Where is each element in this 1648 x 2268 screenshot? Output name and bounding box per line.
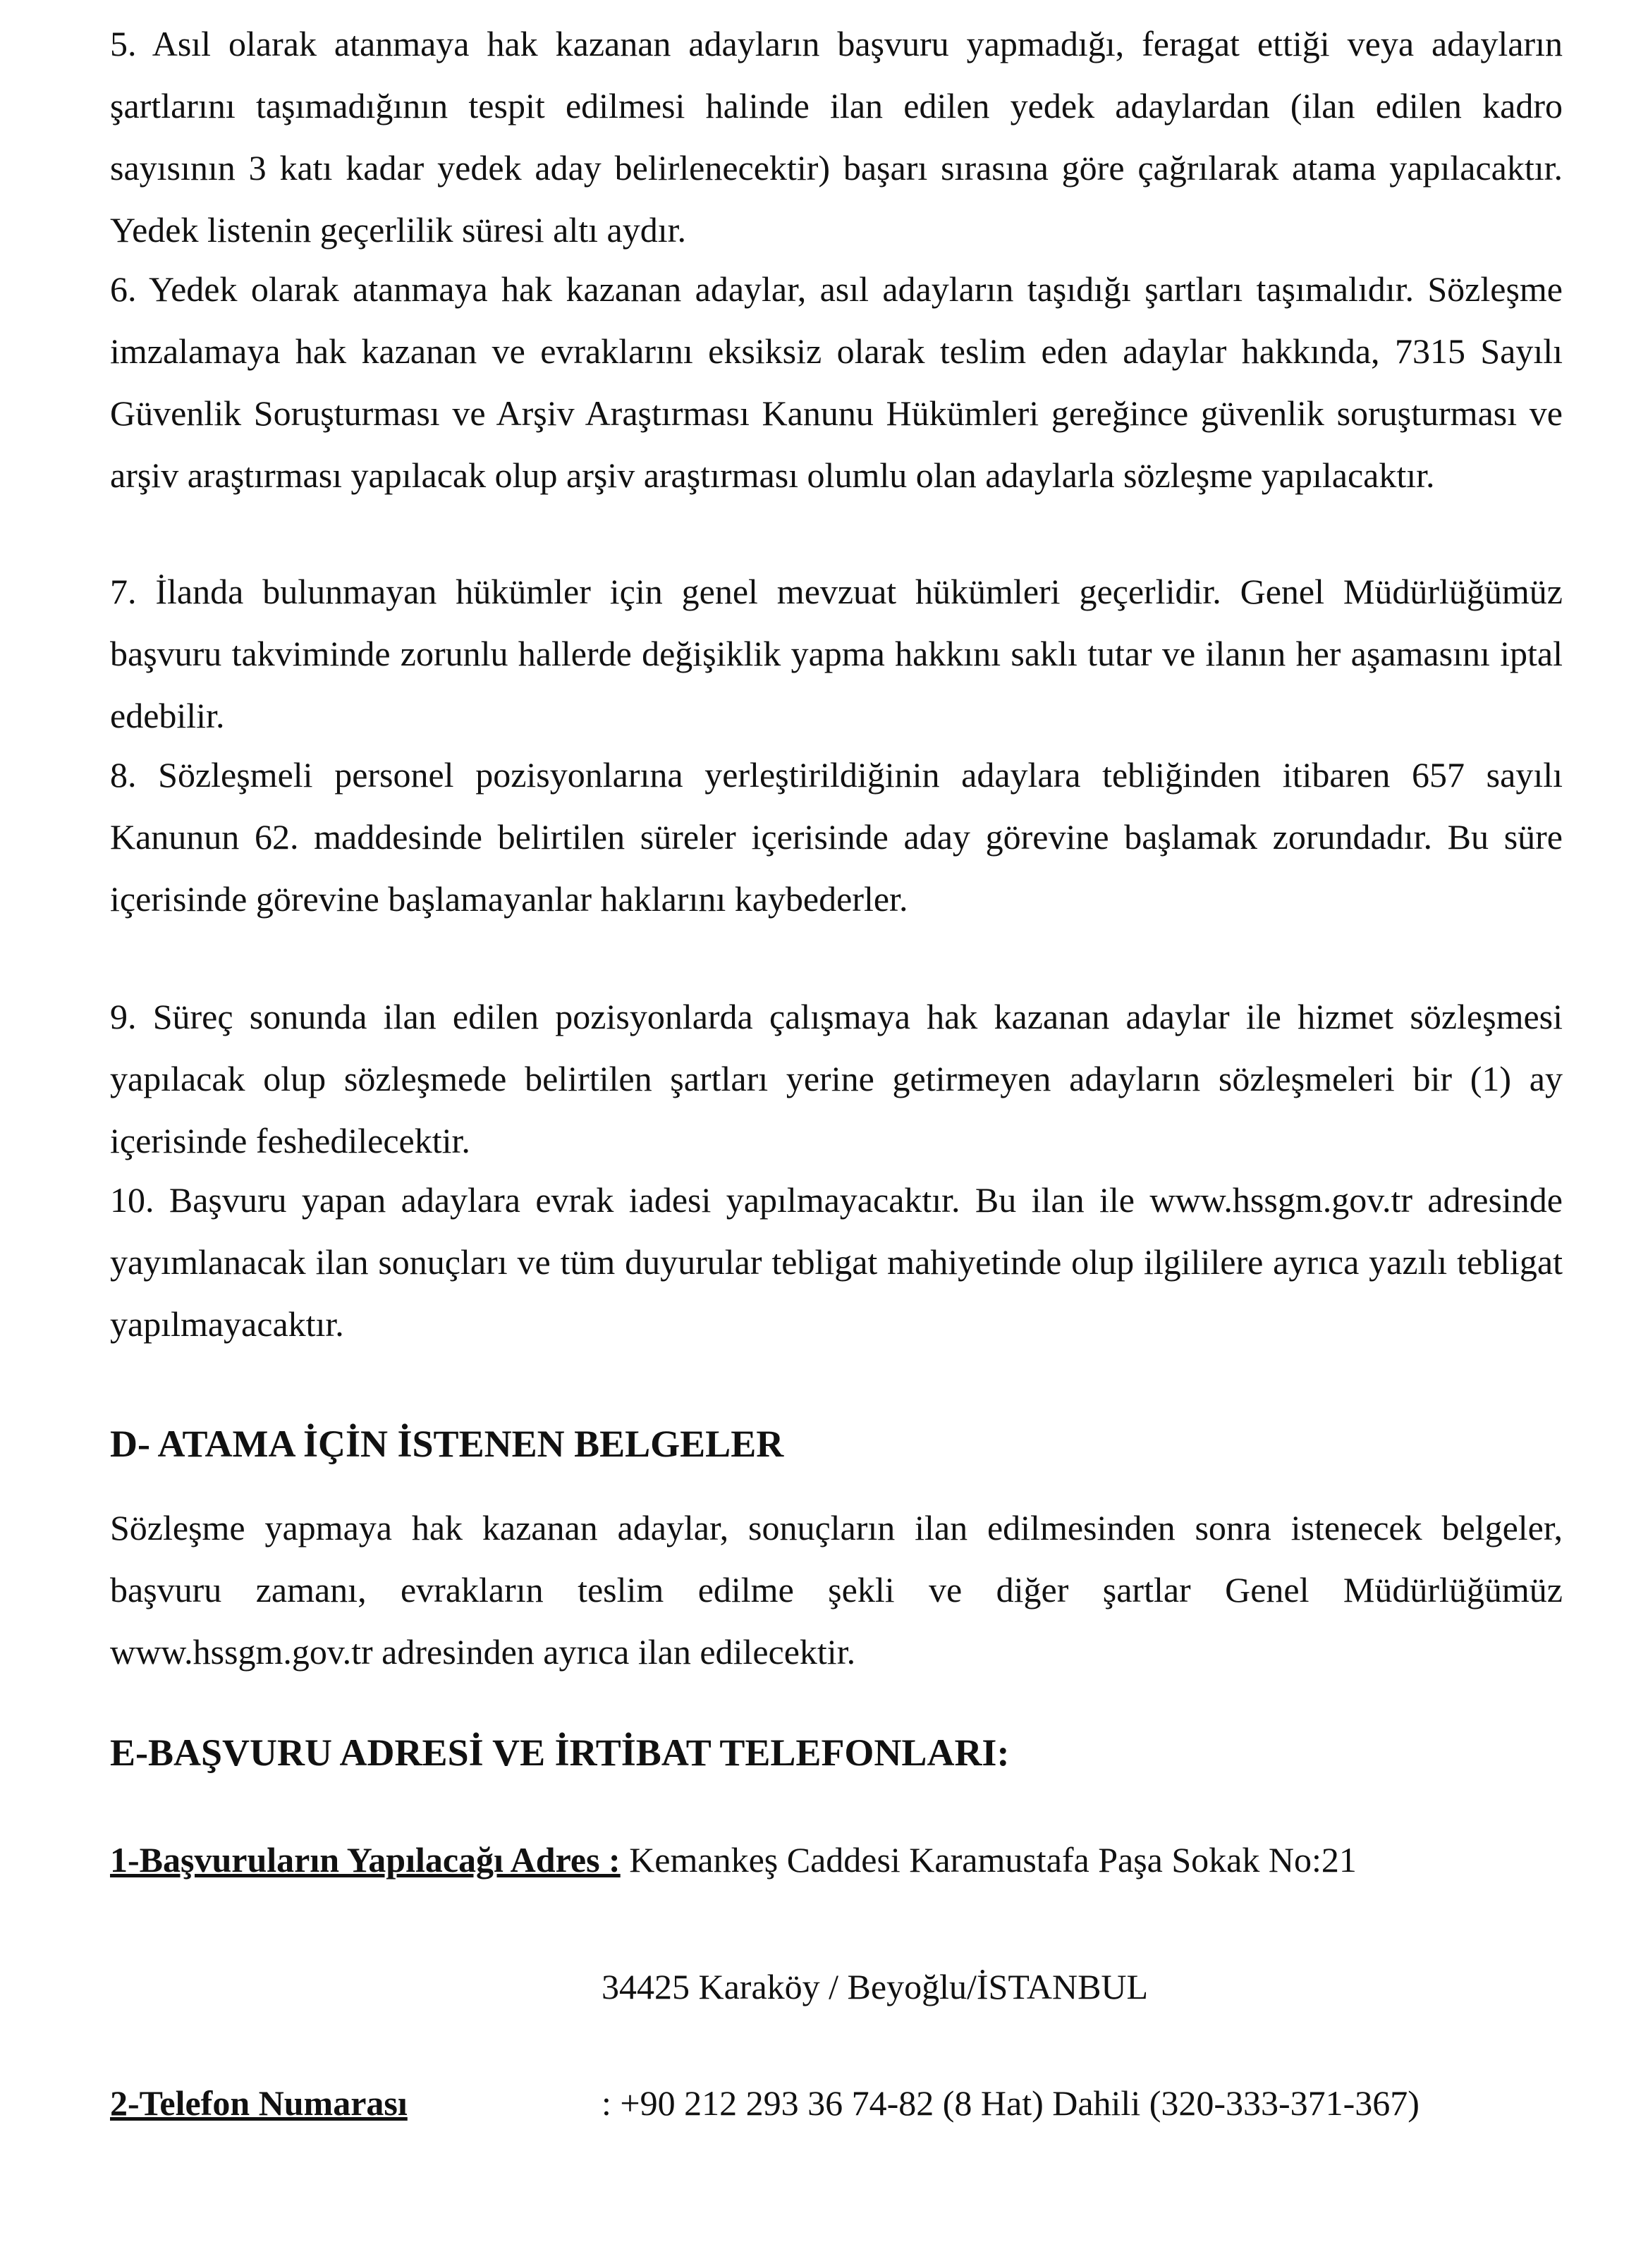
section-d-heading: D- ATAMA İÇİN İSTENEN BELGELER [110,1423,784,1465]
phone-value: : +90 212 293 36 74-82 (8 Hat) Dahili (320-333-371-367) [602,2083,1420,2123]
address-line-1: Kemankeş Caddesi Karamustafa Paşa Sokak No:21 [629,1840,1357,1880]
paragraph-6: 6. Yedek olarak atanmaya hak kazanan adaylar, asıl adayların taşıdığı şartları taşımalıdır. Sözleşme imzalamaya hak kazanan ve evraklarını eksiksiz olarak teslim eden adaylar hakkında, 7315 Sayılı Güvenlik Soruşturması ve Arşiv Araştırması Kanunu Hükümleri gereğince güvenlik soruşturması ve arşiv araştırması yapılacak olup arşiv araştırması olumlu olan adaylarla sözleşme yapılacaktır. [110,269,1563,495]
paragraph-10: 10. Başvuru yapan adaylara evrak iadesi yapılmayacaktır. Bu ilan ile www.hssgm.gov.tr adresinde yayımlanacak ilan sonuçları ve tüm duyurular tebligat mahiyetinde olup ilgililere ayrıca yazılı tebligat yapılmayacaktır. [110,1180,1563,1344]
section-e-heading: E-BAŞVURU ADRESİ VE İRTİBAT TELEFONLARI: [110,1731,1010,1774]
address-line-2: 34425 Karaköy / Beyoğlu/İSTANBUL [602,1967,1149,2006]
paragraph-5: 5. Asıl olarak atanmaya hak kazanan adayların başvuru yapmadığı, feragat ettiği veya adayların şartlarını taşımadığının tespit edilmesi halinde ilan edilen yedek adaylardan (ilan edilen kadro sayısının 3 katı kadar yedek aday belirlenecektir) başarı sırasına göre çağrılarak atama yapılacaktır. Yedek listenin geçerlilik süresi altı aydır. [110,24,1563,250]
address-row [110,1832,1357,1888]
section-d-text: Sözleşme yapmaya hak kazanan adaylar, sonuçların ilan edilmesinden sonra istenecek belgeler, başvuru zamanı, evrakların teslim edilme şekli ve diğer şartlar Genel Müdürlüğümüz www.hssgm.gov.tr adresinden ayrıca ilan edilecektir. [110,1508,1563,1672]
address-label: 1-Başvuruların Yapılacağı Adres : [110,1840,621,1880]
paragraph-8: 8. Sözleşmeli personel pozisyonlarına yerleştirildiğinin adaylara tebliğinden itibaren 657 sayılı Kanunun 62. maddesinde belirtilen süreler içerisinde aday görevine başlamak zorundadır. Bu süre içerisinde görevine başlamayanlar haklarını kaybederler. [110,755,1563,919]
phone-label: 2-Telefon Numarası [110,2083,408,2123]
paragraph-7: 7. İlanda bulunmayan hükümler için genel mevzuat hükümleri geçerlidir. Genel Müdürlüğümüz başvuru takviminde zorunlu hallerde değişiklik yapma hakkını saklı tutar ve ilanın her aşamasını iptal edebilir. [110,572,1563,735]
paragraph-9: 9. Süreç sonunda ilan edilen pozisyonlarda çalışmaya hak kazanan adaylar ile hizmet sözleşmesi yapılacak olup sözleşmede belirtilen şartları yerine getirmeyen adayların sözleşmeleri bir (1) ay içerisinde feshedilecektir. [110,997,1563,1160]
